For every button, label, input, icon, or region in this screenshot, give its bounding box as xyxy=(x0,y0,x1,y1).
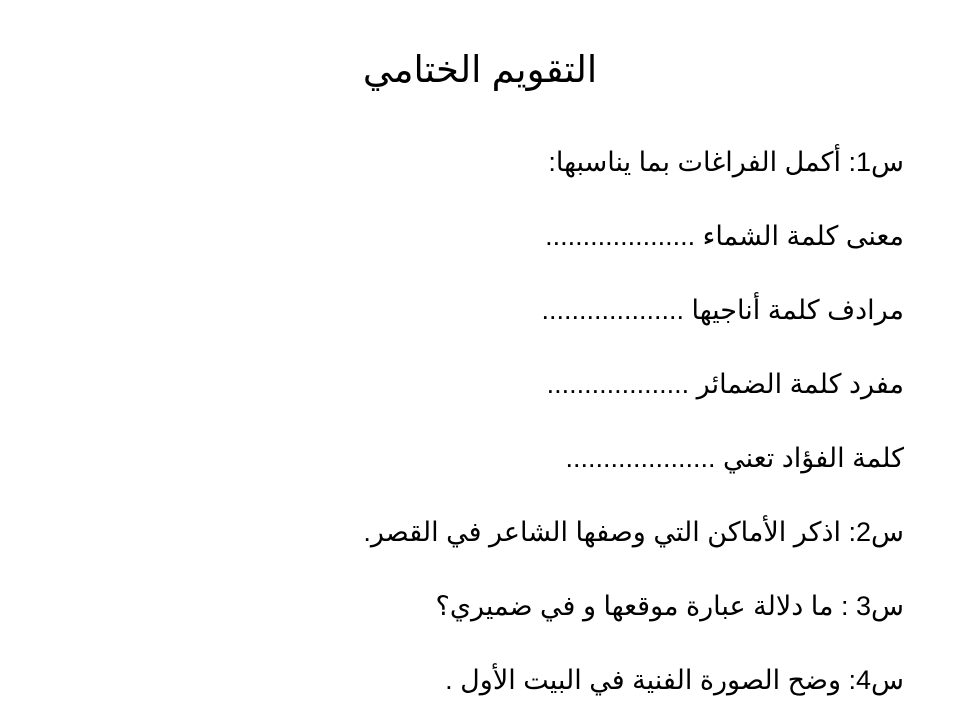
question-line-2 xyxy=(44,495,904,569)
question-line-4 xyxy=(44,643,904,717)
question-text: س2: اذكر الأماكن التي وصفها الشاعر في القصر. xyxy=(363,517,904,547)
slide-title: التقويم الختامي xyxy=(362,49,598,90)
fill-blank-line-1 xyxy=(44,199,904,273)
question-line-1 xyxy=(44,125,904,199)
fill-blank-text: معنى كلمة الشماء .................... xyxy=(545,221,904,251)
fill-blank-text: كلمة الفؤاد تعني .................... xyxy=(565,443,904,473)
question-text: س1: أكمل الفراغات بما يناسبها: xyxy=(548,147,904,177)
fill-blank-text: مفرد كلمة الضمائر ................... xyxy=(546,369,904,399)
fill-blank-text: مرادف كلمة أناجيها ................... xyxy=(541,295,904,325)
question-list xyxy=(44,125,904,717)
fill-blank-line-2 xyxy=(44,273,904,347)
fill-blank-line-4 xyxy=(44,421,904,495)
question-text: س3 : ما دلالة عبارة موقعها و في ضميري؟ xyxy=(435,591,904,621)
question-line-3 xyxy=(44,569,904,643)
question-text: س4: وضح الصورة الفنية في البيت الأول . xyxy=(445,665,904,695)
fill-blank-line-3 xyxy=(44,347,904,421)
